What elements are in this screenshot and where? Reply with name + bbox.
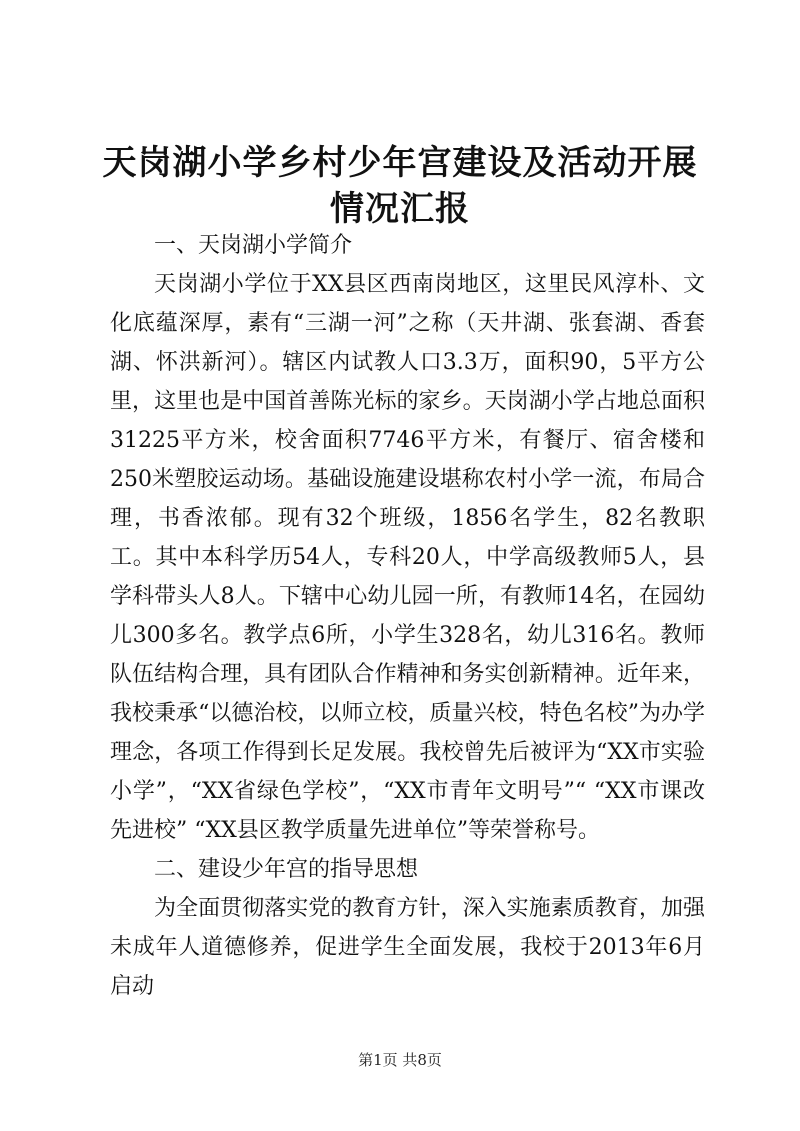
document-body (110, 226, 705, 1006)
document-title: 天岗湖小学乡村少年宫建设及活动开展情况汇报 (102, 143, 698, 229)
page-footer: 第1页 共8页 (358, 1051, 442, 1069)
section-paragraph-2: 为全面贯彻落实党的教育方针，深入实施素质教育，加强未成年人道德修养，促进学生全面发展，我校于2013年6月启动 (110, 896, 705, 999)
section-heading-2: 二、建设少年宫的指导思想 (154, 857, 419, 882)
section-paragraph-1: 天岗湖小学位于XX县区西南岗地区，这里民风淳朴、文化底蕴深厚，素有“三湖一河”之称（天井湖、张套湖、香套湖、怀洪新河）。辖区内试教人口3.3万，面积90，5平方公里，这里也是中国首善陈光标的家乡。天岗湖小学占地总面积31225平方米，校舍面积7746平方米，有餐厅、宿舍楼和250米塑胶运动场。基础设施建设堪称农村小学一流，布局合理，书香浓郁。现有32个班级，1856名学生，82名教职工。其中本科学历54人，专科20人，中学高级教师5人，县学科带头人8人。下辖中心幼儿园一所，有教师14名，在园幼儿300多名。教学点6所，小学生328名，幼儿316名。教师队伍结构合理，具有团队合作精神和务实创新精神。近年来，我校秉承“以德治校，以师立校，质量兴校，特色名校”为办学理念，各项工作得到长足发展。我校曾先后被评为“XX市实验小学”，“XX省绿色学校”，“XX市青年文明号”“ “XX市课改先进校” “XX县区教学质量先进单位”等荣誉称号。 (110, 272, 705, 843)
section-heading-1: 一、天岗湖小学简介 (154, 233, 353, 258)
